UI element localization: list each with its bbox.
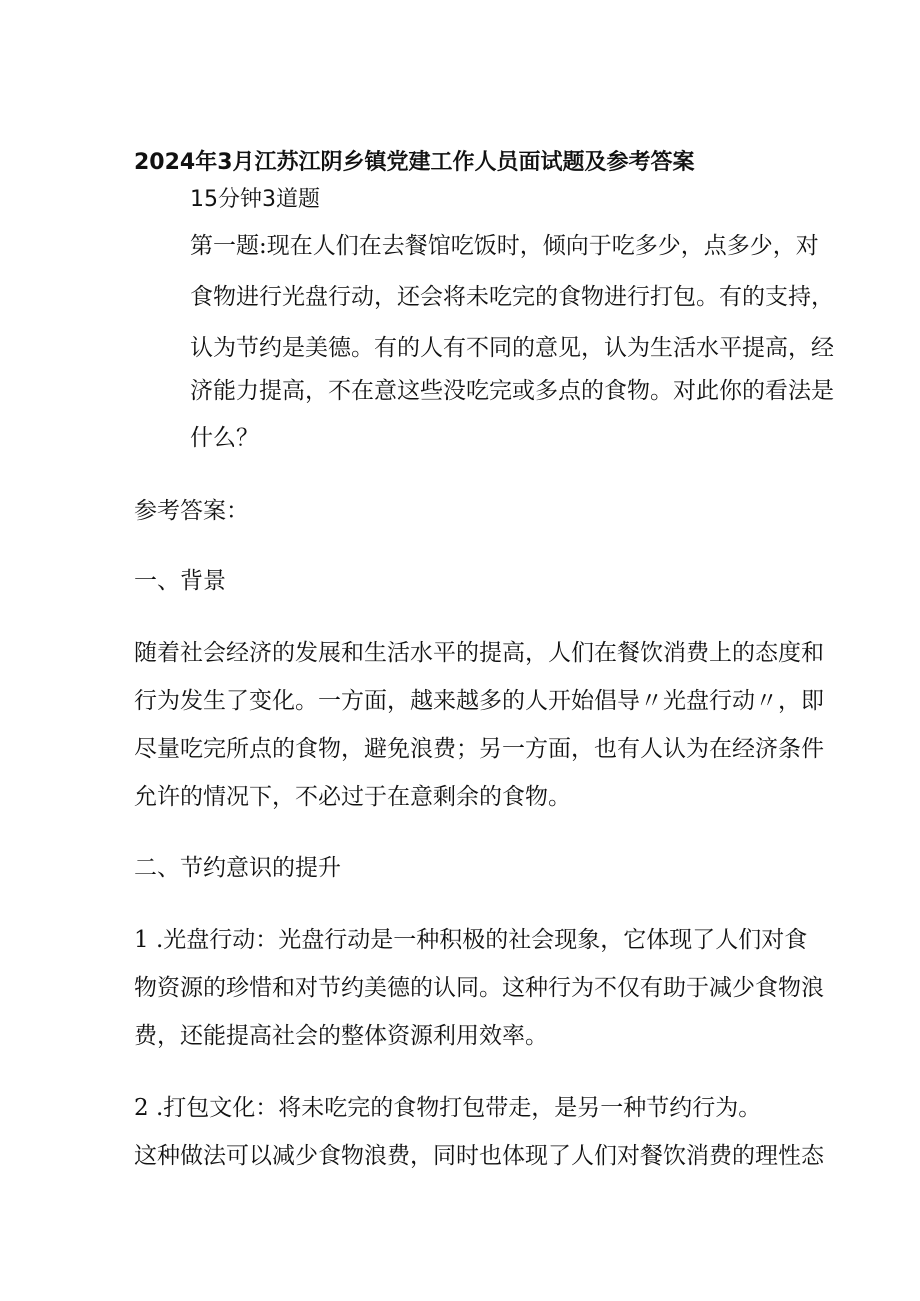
answer-heading: 参考答案：	[134, 498, 249, 524]
paragraph-line: 随着社会经济的发展和生活水平的提高，人们在餐饮消费上的态度和	[134, 640, 824, 666]
paragraph-line: 2 .打包文化：将未吃完的食物打包带走，是另一种节约行为。	[134, 1095, 762, 1121]
question-line: 第一题:现在人们在去餐馆吃饭时，倾向于吃多少，点多少，对	[190, 233, 819, 259]
question-line: 济能力提高，不在意这些没吃完或多点的食物。对此你的看法是	[190, 378, 834, 404]
section-heading: 一、背景	[134, 568, 226, 594]
page-subtitle: 15分钟3道题	[190, 187, 320, 212]
paragraph-line: 物资源的珍惜和对节约美德的认同。这种行为不仅有助于减少食物浪	[134, 975, 824, 1001]
paragraph-line: 费，还能提高社会的整体资源利用效率。	[134, 1023, 548, 1049]
paragraph-line: 允许的情况下，不必过于在意剩余的食物。	[134, 784, 571, 810]
paragraph-line: 行为发生了变化。一方面，越来越多的人开始倡导〃光盘行动〃，即	[134, 688, 824, 714]
question-line: 什么？	[190, 425, 259, 451]
paragraph-line: 尽量吃完所点的食物，避免浪费；另一方面，也有人认为在经济条件	[134, 736, 824, 762]
paragraph-line: 1 .光盘行动：光盘行动是一种积极的社会现象，它体现了人们对食	[134, 927, 808, 953]
section-heading: 二、节约意识的提升	[134, 855, 341, 881]
paragraph-line: 这种做法可以减少食物浪费，同时也体现了人们对餐饮消费的理性态	[134, 1143, 824, 1169]
question-line: 食物进行光盘行动，还会将未吃完的食物进行打包。有的支持，	[190, 284, 834, 310]
page-title: 2024年3月江苏江阴乡镇党建工作人员面试题及参考答案	[134, 150, 695, 175]
question-line: 认为节约是美德。有的人有不同的意见，认为生活水平提高，经	[190, 335, 834, 361]
